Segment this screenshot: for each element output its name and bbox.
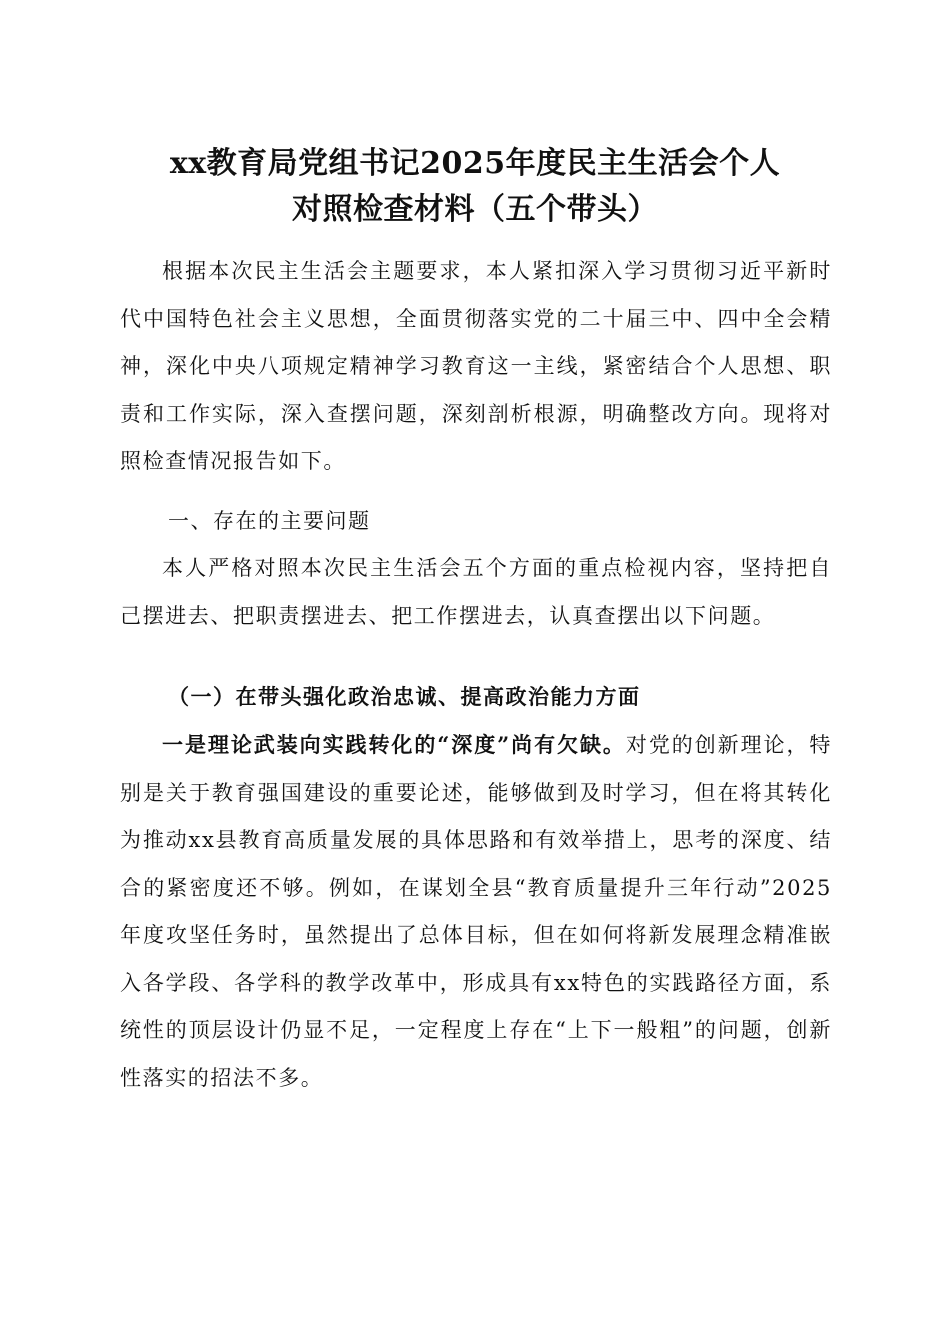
document-title-line-1: xx教育局党组书记2025年度民主生活会个人 xyxy=(169,146,781,181)
problem-paragraph xyxy=(120,721,832,1102)
section-heading-main-problems: 一、存在的主要问题 xyxy=(168,509,371,533)
section-paragraph: 本人严格对照本次民主生活会五个方面的重点检视内容，坚持把自己摆进去、把职责摆进去、把工作摆进去，认真查摆出以下问题。 xyxy=(120,556,832,628)
intro-paragraph: 根据本次民主生活会主题要求，本人紧扣深入学习贯彻习近平新时代中国特色社会主义思想，全面贯彻落实党的二十届三中、四中全会精神，深化中央八项规定精神学习教育这一主线，紧密结合个人思想、职责和工作实际，深入查摆问题，深刻剖析根源，明确整改方向。现将对照检查情况报告如下。 xyxy=(120,259,832,473)
problem-body-text: 对党的创新理论，特别是关于教育强国建设的重要论述，能够做到及时学习，但在将其转化为推动xx县教育高质量发展的具体思路和有效举措上，思考的深度、结合的紧密度还不够。例如，在谋划全县“教育质量提升三年行动”2025年度攻坚任务时，虽然提出了总体目标，但在如何将新发展理念精准嵌入各学段、各学科的教学改革中，形成具有xx特色的实践路径方面，系统性的顶层设计仍显不足，一定程度上存在“上下一般粗”的问题，创新性落实的招法不多。 xyxy=(120,733,832,1090)
document-title-line-2: 对照检查材料（五个带头） xyxy=(292,192,658,227)
subsection-heading-political-loyalty: （一）在带头强化政治忠诚、提高政治能力方面 xyxy=(168,684,641,709)
problem-lead-sentence: 一是理论武装向实践转化的“深度”尚有欠缺。 xyxy=(162,732,626,757)
